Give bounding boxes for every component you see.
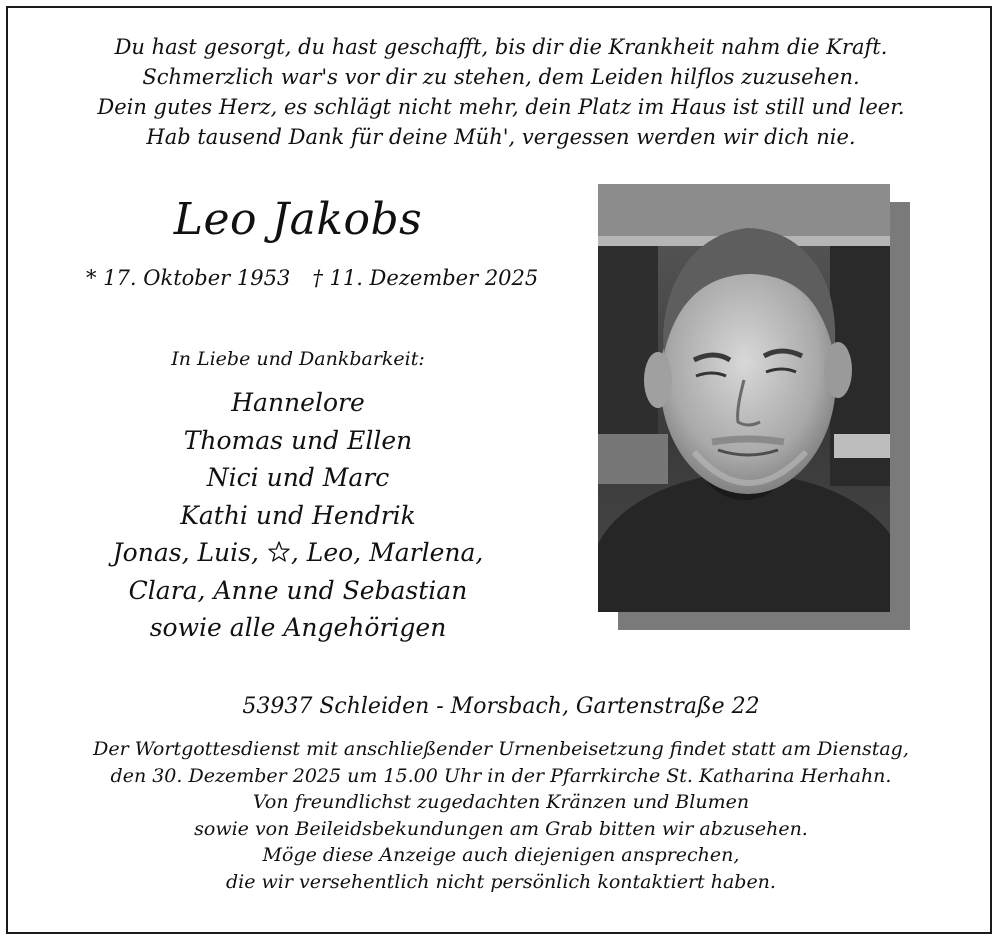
- info-line: die wir versehentlich nicht persönlich kontaktiert haben.: [226, 870, 776, 893]
- memorial-poem: [8, 32, 994, 152]
- portrait-photo: [598, 184, 890, 612]
- star-outline-icon: [267, 537, 291, 561]
- mourner-line-closing: sowie alle Angehörigen: [149, 613, 447, 642]
- service-info: [8, 736, 994, 895]
- info-line: sowie von Beileidsbekundungen am Grab bitten wir abzusehen.: [194, 817, 808, 840]
- mourner-line-grandchildren: [68, 534, 528, 572]
- deceased-name: Leo Jakobs: [173, 194, 423, 245]
- poem-line: Hab tausend Dank für deine Müh', vergessen werden wir dich nie.: [146, 125, 856, 149]
- poem-line: Schmerzlich war's vor dir zu stehen, dem Leiden hilflos zuzusehen.: [142, 65, 860, 89]
- birth-date: * 17. Oktober 1953: [86, 266, 291, 290]
- mourner-line: Thomas und Ellen: [183, 425, 413, 455]
- poem-line: Dein gutes Herz, es schlägt nicht mehr, dein Platz im Haus ist still und leer.: [97, 95, 905, 119]
- mourner-line: Clara, Anne und Sebastian: [128, 575, 468, 605]
- portrait-frame: [598, 184, 890, 612]
- mourners-intro: In Liebe und Dankbarkeit:: [171, 348, 425, 370]
- obituary-notice: [6, 6, 992, 934]
- grandchildren-after-star: , Leo, Marlena,: [290, 538, 484, 567]
- mourner-line: Hannelore: [231, 388, 365, 417]
- info-line: den 30. Dezember 2025 um 15.00 Uhr in der Pfarrkirche St. Katharina Herhahn.: [110, 764, 892, 787]
- mourner-line: Kathi und Hendrik: [180, 500, 416, 530]
- mourners-list: [68, 384, 528, 647]
- info-line: Möge diese Anzeige auch diejenigen ansprechen,: [262, 844, 740, 866]
- mourner-line: Nici und Marc: [206, 463, 390, 492]
- death-date: † 11. Dezember 2025: [312, 266, 539, 290]
- info-line: Der Wortgottesdienst mit anschließender Urnenbeisetzung findet statt am Dienstag,: [93, 738, 909, 760]
- life-dates: [86, 266, 539, 290]
- info-line: Von freundlichst zugedachten Kränzen und Blumen: [252, 791, 750, 813]
- grandchildren-before-star: Jonas, Luis,: [112, 538, 267, 567]
- address: 53937 Schleiden - Morsbach, Gartenstraße 22: [242, 694, 760, 719]
- poem-line: Du hast gesorgt, du hast geschafft, bis dir die Krankheit nahm die Kraft.: [114, 35, 888, 59]
